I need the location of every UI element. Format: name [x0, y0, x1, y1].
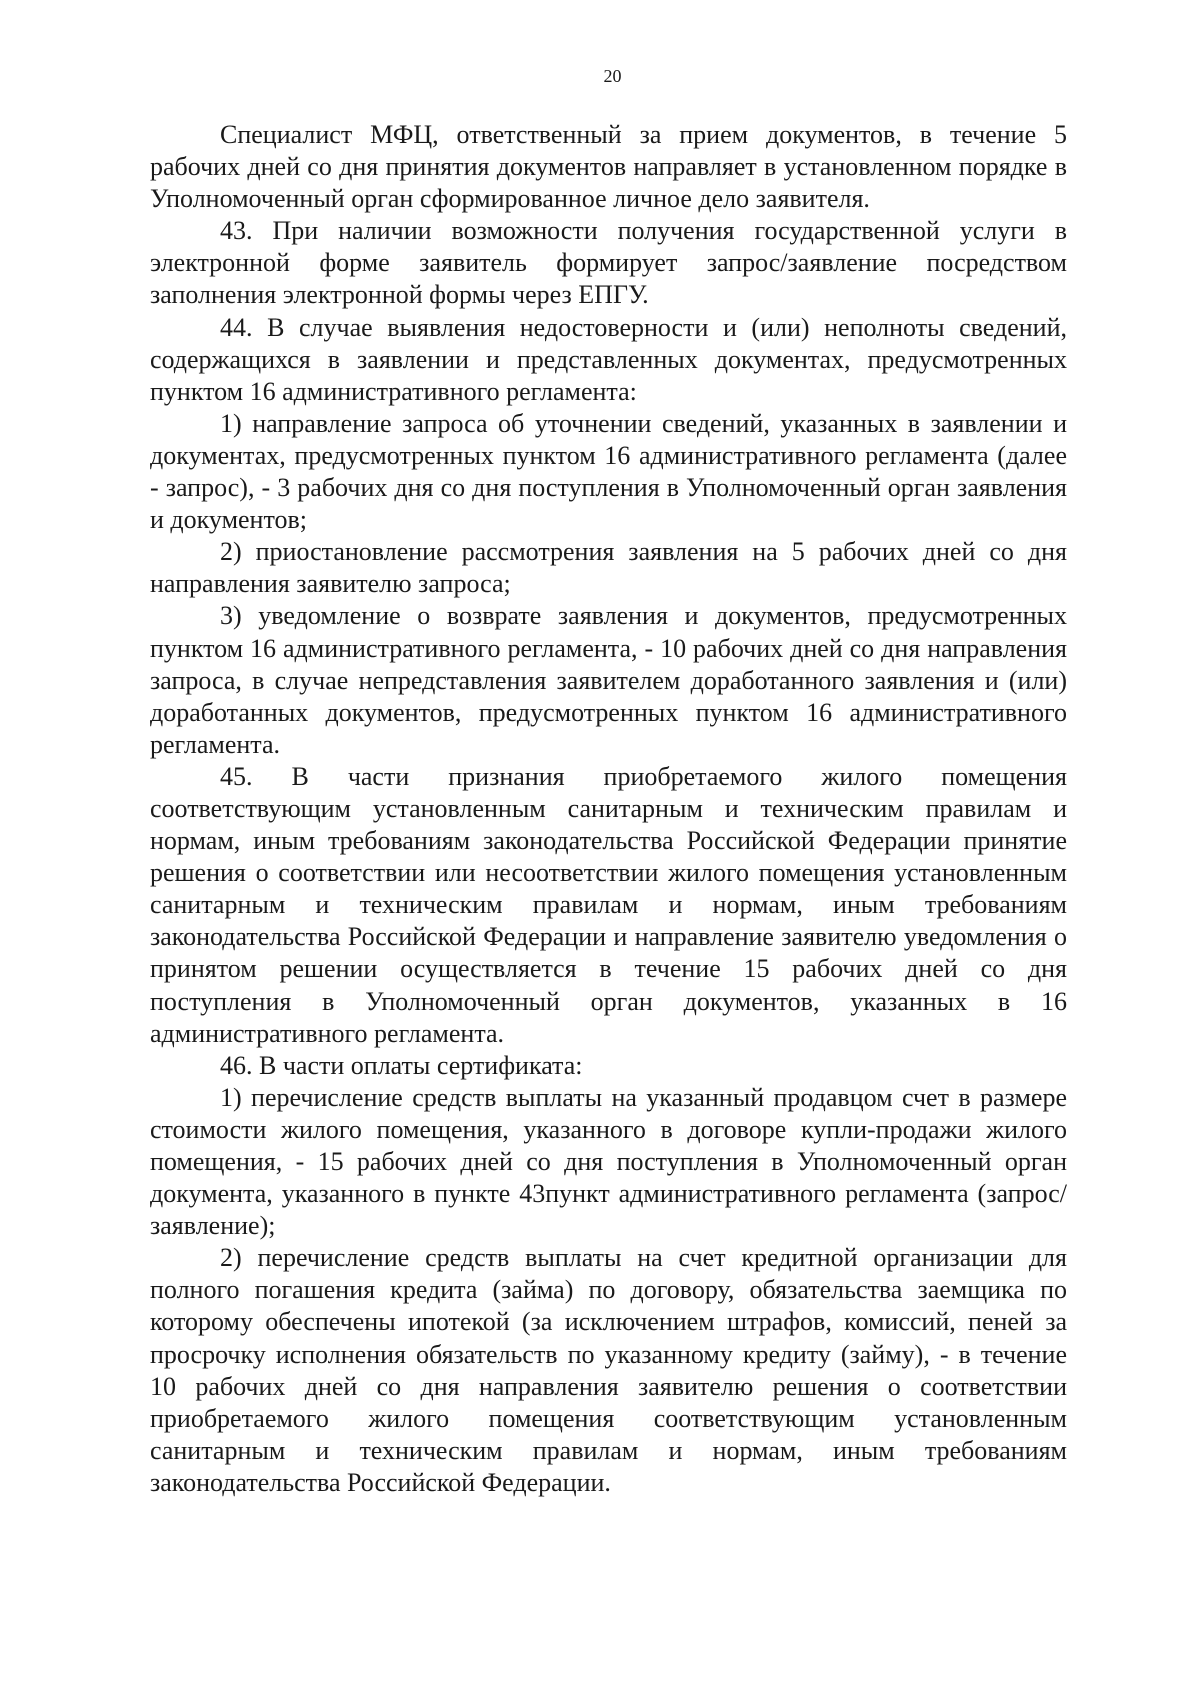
paragraph-45: 45. В части признания приобретаемого жилого помещения соответствующим установленным санитарным и техническим правилам и нормам, иным требованиям законодательства Российской Федерации принятие решения о соответствии или несоответствии жилого помещения установленным санитарным и техническим правилам и нормам, иным требованиям законодательства Российской Федерации и направление заявителю уведомления о принятом решении осуществляется в течение 15 рабочих дней со дня поступления в Уполномоченный орган документов, указанных в 16 административного регламента. — [150, 761, 1067, 1048]
paragraph-46-item-2: 2) перечисление средств выплаты на счет кредитной организации для полного погашения кредита (займа) по договору, обязательства заемщика по которому обеспечены ипотекой (за исключением штрафов, комиссий, пеней за просрочку исполнения обязательств по указанному кредиту (займу), - в течение 10 рабочих дней со дня направления заявителю решения о соответствии приобретаемого жилого помещения соответствующим установленным санитарным и техническим правилам и нормам, иным требованиям законодательства Российской Федерации. — [150, 1243, 1067, 1497]
paragraph-43: 43. При наличии возможности получения государственной услуги в электронной форме заявитель формирует запрос/заявление посредством заполнения электронной формы через ЕПГУ. — [150, 216, 1067, 310]
paragraph-44-item-2: 2) приостановление рассмотрения заявления на 5 рабочих дней со дня направления заявителю запроса; — [150, 537, 1067, 599]
document-body — [150, 119, 1067, 1499]
paragraph-44: 44. В случае выявления недостоверности и (или) неполноты сведений, содержащихся в заявлении и представленных документах, предусмотренных пунктом 16 административного регламента: — [150, 312, 1067, 406]
paragraph-46: 46. В части оплаты сертификата: — [220, 1050, 583, 1080]
page-number: 20 — [603, 66, 622, 86]
paragraph-44-item-1: 1) направление запроса об уточнении сведений, указанных в заявлении и документах, предусмотренных пунктом 16 административного регламента (далее - запрос), - 3 рабочих дня со дня поступления в Уполномоченный орган заявления и документов; — [150, 408, 1067, 535]
paragraph-46-item-1: 1) перечисление средств выплаты на указанный продавцом счет в размере стоимости жилого помещения, указанного в договоре купли-продажи жилого помещения, - 15 рабочих дней со дня поступления в Уполномоченный орган документа, указанного в пункте 43пункт административного регламента (запрос/заявление); — [150, 1082, 1067, 1241]
paragraph-mfc-specialist: Специалист МФЦ, ответственный за прием документов, в течение 5 рабочих дней со дня принятия документов направляет в установленном порядке в Уполномоченный орган сформированное личное дело заявителя. — [150, 120, 1067, 214]
paragraph-44-item-3: 3) уведомление о возврате заявления и документов, предусмотренных пунктом 16 административного регламента, - 10 рабочих дней со дня направления запроса, в случае непредставления заявителем доработанного заявления и (или) доработанных документов, предусмотренных пунктом 16 административного регламента. — [150, 601, 1067, 759]
